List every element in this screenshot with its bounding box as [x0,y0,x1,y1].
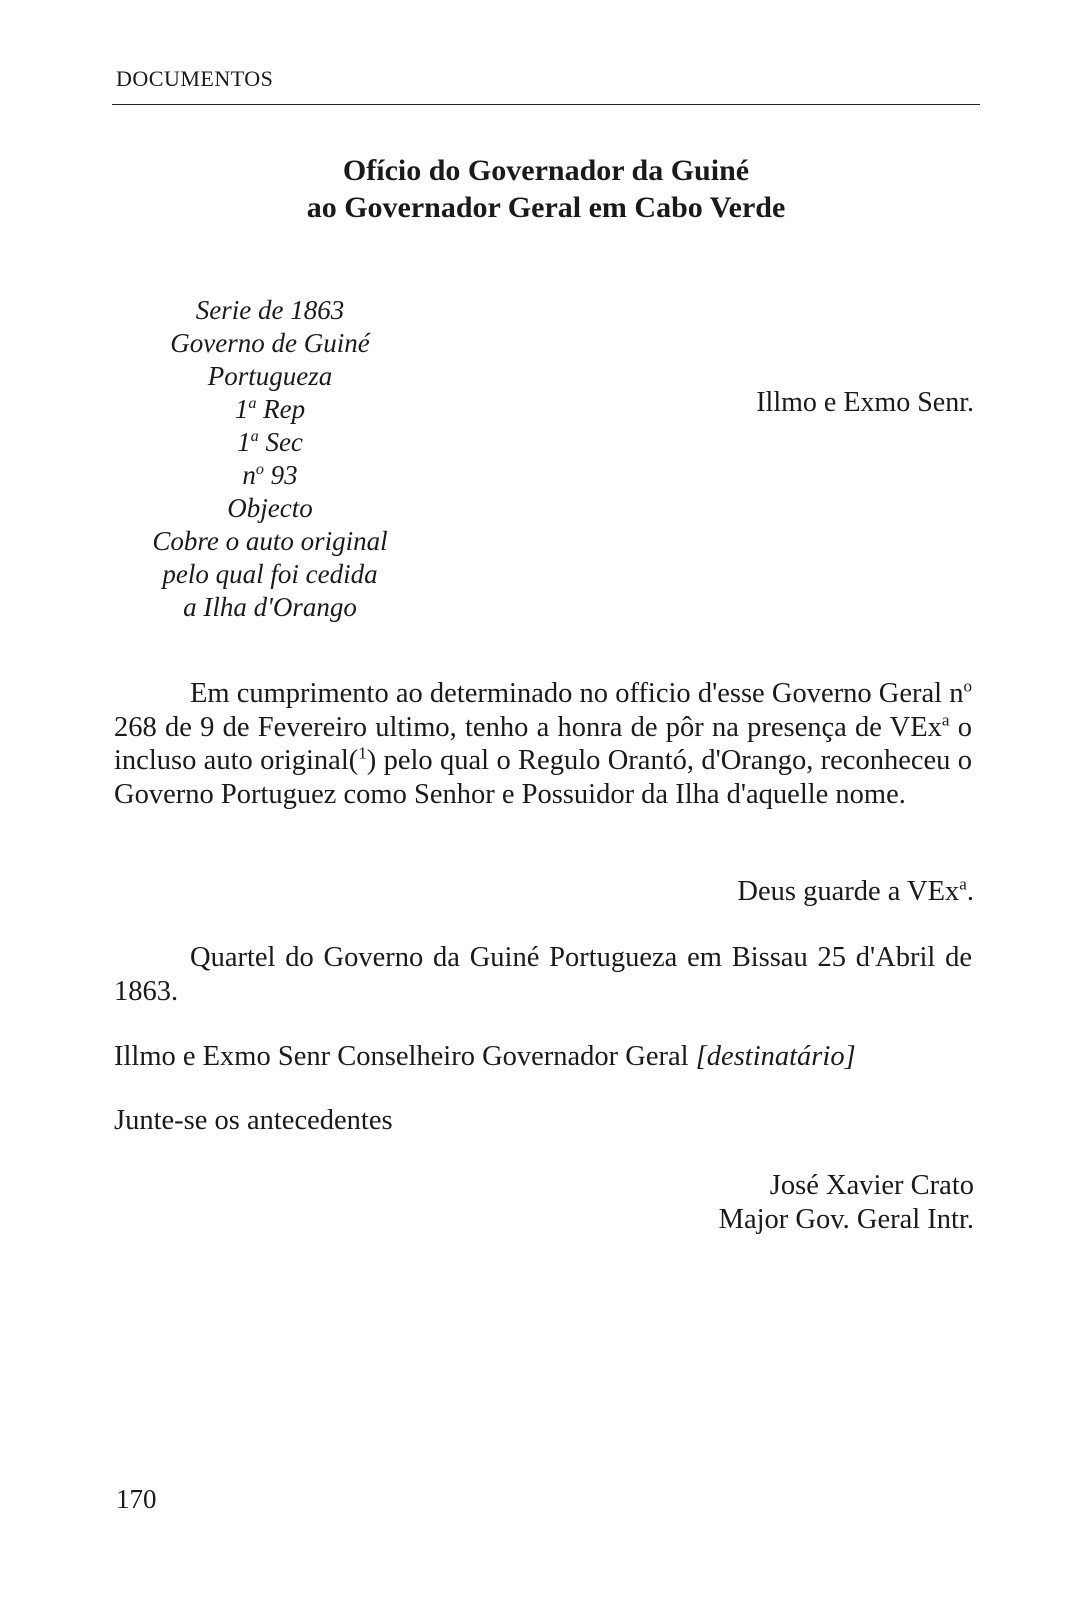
body-text-3: o incluso auto original( [114,711,973,776]
sec-text: Sec [258,427,303,457]
closing-text: Deus guarde a VEx [737,876,960,907]
margin-note-sec [100,426,440,459]
signature-block [719,1169,974,1237]
body-text-1: Em cumprimento ao determinado no officio d'esse Governo Geral n [190,678,964,709]
number-text: 93 [263,460,298,490]
body-paragraph [114,677,972,811]
footnote-reference: 1 [358,743,367,763]
page-number: 170 [116,1484,157,1514]
rep-number: 1 [234,394,249,424]
number-superscript: o [255,460,264,478]
addressee [114,1040,856,1073]
body-text-2: 268 de 9 de Fevereiro ultimo, tenho a honra de pôr na presença de VEx [114,711,942,743]
body-superscript-2: a [941,710,950,729]
salutation: Illmo e Exmo Senr. [756,387,974,418]
margin-note-subject-2: pelo qual foi cedida [162,559,378,589]
margin-note-number [100,459,440,492]
closing-formula [737,875,974,908]
document-title [112,152,980,226]
margin-note-government: Governo de Guiné [170,328,370,358]
running-head: DOCUMENTOS [116,66,274,91]
margin-note-series: Serie de 1863 [195,295,345,325]
editorial-note: [destinatário] [695,1041,856,1072]
margin-note [100,294,440,624]
title-line-1: Ofício do Governador da Guiné [342,154,750,187]
margin-note-portugueza: Portugueza [207,361,333,391]
sec-superscript: a [250,427,259,445]
margin-note-subject-3: a Ilha d'Orango [183,592,357,622]
title-line-2: ao Governador Geral em Cabo Verde [306,191,786,224]
body-superscript-1: o [963,676,972,696]
body-text-4: ) pelo qual o Regulo Orantó, d'Orango, reconheceu o Governo Portuguez como Senhor e Possuidor da Ilha d'aquelle nome. [114,745,972,810]
margin-note-subject-1: Cobre o auto original [152,526,388,556]
rep-text: Rep [256,394,306,424]
annotation: Junte-se os antecedentes [114,1105,393,1136]
addressee-text: Illmo e Exmo Senr Conselheiro Governador Geral [114,1041,696,1072]
margin-note-rep [100,393,440,426]
header-rule [112,104,980,105]
place-and-date: Quartel do Governo da Guiné Portugueza em Bissau 25 d'Abril de 1863. [114,942,972,1007]
number-prefix: n [242,460,256,490]
closing-period: . [966,876,974,907]
signatory-name: José Xavier Crato [769,1170,974,1201]
signatory-rank: Major Gov. Geral Intr. [718,1204,974,1235]
rep-superscript: a [248,394,257,412]
closing-superscript: a [959,874,967,894]
sec-number: 1 [237,427,251,457]
margin-note-objecto: Objecto [227,493,313,523]
